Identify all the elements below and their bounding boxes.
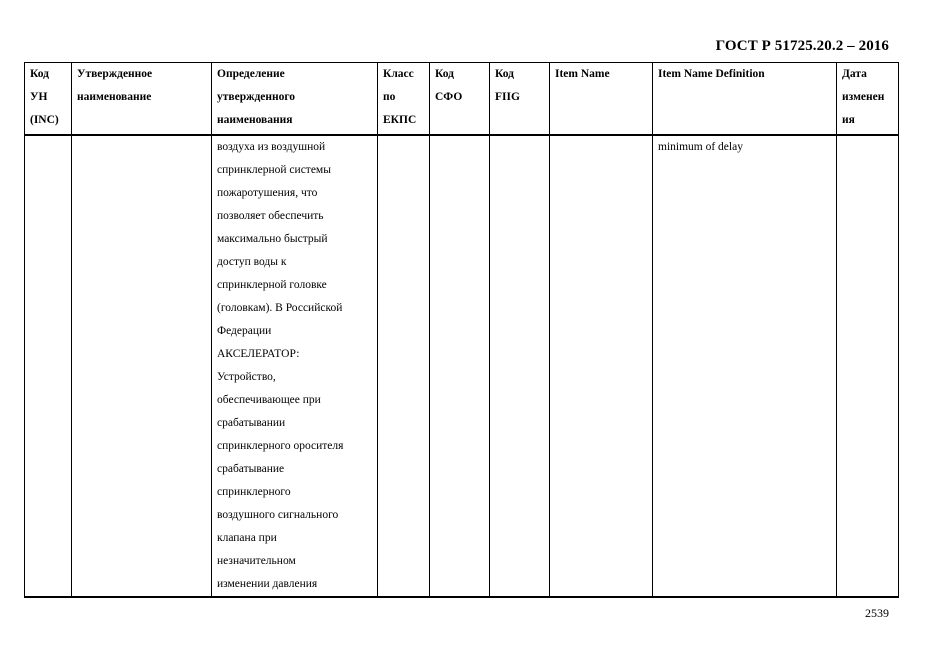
header-line: (INC) <box>30 114 59 126</box>
definition-line: доступ воды к <box>217 255 287 268</box>
definition-line: срабатывание <box>217 462 285 475</box>
definition-line: изменении давления <box>217 577 318 590</box>
column-header-fiig-code <box>490 63 550 135</box>
definition-line: спринклерного оросителя <box>217 439 344 452</box>
header-line: по <box>383 91 396 103</box>
header-line: Код <box>435 68 455 80</box>
column-header-item-name <box>550 63 653 135</box>
header-line: наименование <box>77 91 152 103</box>
definition-line: Федерации <box>217 324 272 337</box>
definition-line: Устройство, <box>217 370 276 383</box>
header-line: Дата <box>842 68 867 80</box>
definition-line: АКСЕЛЕРАТОР: <box>217 347 300 360</box>
cell-change-date <box>837 135 899 597</box>
header-line: Item Name Definition <box>658 68 765 80</box>
definition-line: максимально быстрый <box>217 232 328 245</box>
header-line: Утвержденное <box>77 68 153 80</box>
definition-line: (головкам). В Российской <box>217 301 343 314</box>
cell-item-name-definition <box>653 135 837 597</box>
specification-table <box>24 62 899 598</box>
definition-line: спринклерного <box>217 485 291 498</box>
header-line: Item Name <box>555 68 610 80</box>
header-line: ЕКПС <box>383 114 417 126</box>
definition-line: пожаротушения, что <box>217 186 318 199</box>
definition-line: спринклерной головке <box>217 278 327 291</box>
cell-sfo-code <box>430 135 490 597</box>
column-header-code-un <box>25 63 72 135</box>
header-line: утвержденного <box>217 91 296 103</box>
header-line: Код <box>495 68 515 80</box>
definition-line: воздушного сигнального <box>217 508 339 521</box>
table-row <box>25 135 899 597</box>
cell-definition <box>212 135 378 597</box>
table-header-row <box>25 63 899 135</box>
header-line: ия <box>842 114 855 126</box>
column-header-item-name-definition <box>653 63 837 135</box>
definition-line: незначительном <box>217 554 296 567</box>
cell-approved-name <box>72 135 212 597</box>
item-name-definition-text: minimum of delay <box>658 140 743 153</box>
cell-fiig-code <box>490 135 550 597</box>
document-code: ГОСТ Р 51725.20.2 – 2016 <box>715 38 889 54</box>
column-header-sfo-code <box>430 63 490 135</box>
header-line: наименования <box>217 114 293 126</box>
cell-code-un <box>25 135 72 597</box>
header-line: изменен <box>842 91 885 103</box>
column-header-definition <box>212 63 378 135</box>
header-line: УН <box>30 91 48 103</box>
header-line: Код <box>30 68 50 80</box>
definition-line: срабатывании <box>217 416 286 429</box>
page-number: 2539 <box>865 606 889 620</box>
column-header-change-date <box>837 63 899 135</box>
header-line: Класс <box>383 68 414 80</box>
definition-line: спринклерной системы <box>217 163 331 176</box>
definition-line: клапана при <box>217 531 277 544</box>
definition-line: воздуха из воздушной <box>217 140 326 153</box>
definition-line: обеспечивающее при <box>217 393 321 406</box>
header-line: СФО <box>435 91 463 103</box>
cell-class <box>378 135 430 597</box>
column-header-class <box>378 63 430 135</box>
header-line: FIIG <box>495 91 520 103</box>
header-line: Определение <box>217 68 285 80</box>
definition-line: позволяет обеспечить <box>217 209 324 222</box>
cell-item-name <box>550 135 653 597</box>
column-header-approved-name <box>72 63 212 135</box>
